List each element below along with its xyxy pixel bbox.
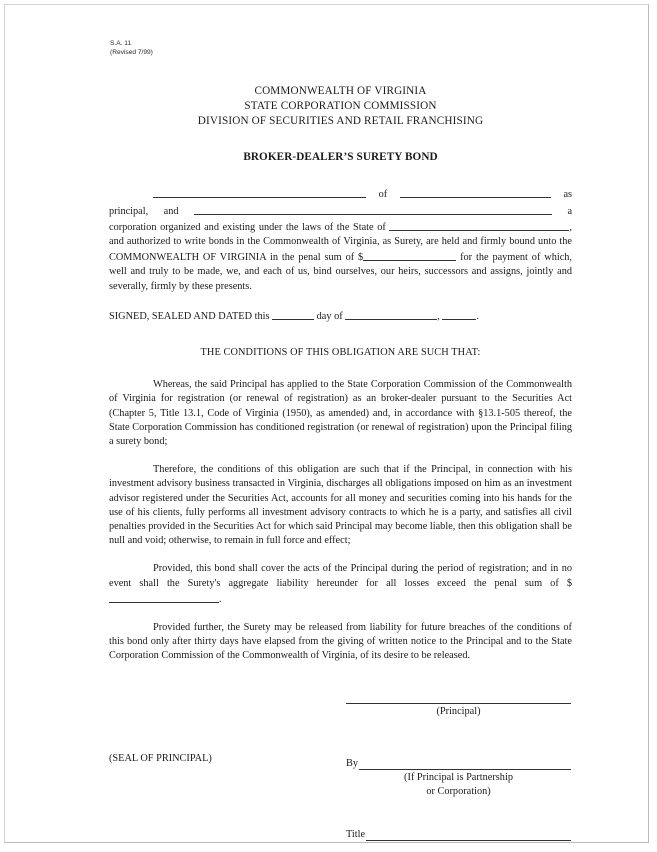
signature-fields [346, 702, 571, 841]
provided-further-paragraph [109, 621, 572, 664]
form-code-block [110, 39, 572, 57]
aggregate-penal-sum-fill-rule[interactable] [109, 591, 219, 603]
month-fill-rule[interactable] [345, 308, 437, 320]
conditions-heading: THE CONDITIONS OF THIS OBLIGATION ARE SUCH THAT: [200, 347, 481, 359]
by-row [346, 758, 571, 770]
title-label: Title [346, 828, 366, 840]
provided-bond-seg-2: . [219, 593, 222, 605]
state-fill-rule[interactable] [389, 219, 569, 231]
principal-name-fill-rule[interactable] [153, 186, 366, 198]
preamble-seg-6: for the payment of which, well and truly to be made, we, and each of us, bind ourselves, our heirs, successors and assigns, jointly and severally, firmly by these presents. [109, 252, 573, 292]
preamble-seg-2: as principal, and [109, 189, 573, 217]
preamble-seg-5: , and authorized to write bonds in the Commonwealth of Virginia, as Surety, are held and firmly bound unto the COMMONWEALTH OF VIRGINIA in the penal sum of $ [109, 221, 572, 264]
principal-location-fill-rule[interactable] [400, 186, 551, 198]
year-fill-rule[interactable] [442, 308, 476, 320]
therefore-paragraph [109, 463, 572, 548]
document-body [109, 186, 572, 663]
title-field [346, 829, 571, 841]
agency-heading [109, 84, 572, 128]
preamble-seg-3: a corporation organized and existing [109, 205, 573, 233]
whereas-paragraph [109, 378, 572, 449]
surety-name-fill-rule[interactable] [194, 203, 552, 215]
whereas-text: Whereas, the said Principal has applied to the State Corporation Commission of the Commonwealth of Virginia for registration (or renewal of registration) as an broker-dealer pursuant to the Securities Act (Chapter 5, Title 13.1, Code of Virginia (1950), as amended) and, in accordance with §13.1-505 thereof, the State Corporation Commission has conditioned registration (or renewal of registration) upon the Principal filing a surety bond; [109, 379, 572, 448]
document-title: BROKER-DEALER’S SURETY BOND [243, 151, 438, 164]
form-code: S.A. 11 [110, 40, 132, 47]
title-row [346, 829, 571, 841]
document-page [5, 5, 648, 842]
by-signature-rule[interactable] [359, 758, 571, 770]
agency-line-3: DIVISION OF SECURITIES AND RETAIL FRANCHISING [197, 114, 484, 127]
provided-further-text: Provided further, the Surety may be released from liability for future breaches of the conditions of this bond only after thirty days have elapsed from the giving of written notice to the Principal and to the State Corporation Commission of the Commonwealth of Virginia, of its desire to be released. [109, 622, 572, 662]
penal-sum-fill-rule[interactable] [363, 249, 456, 261]
form-revision: (Revised 7/99) [110, 49, 153, 57]
preamble-seg-1: of [378, 189, 388, 201]
provided-bond-seg-1: Provided, this bond shall cover the acts of the Principal during the period of registration; and in no event shall the Surety's aggregate liability hereunder for all losses exceed the penal sum of $ [109, 563, 572, 589]
by-caption-line-2: or Corporation) [426, 786, 491, 798]
preamble-seg-4: under the laws of the State of [258, 221, 386, 233]
preamble-paragraph [109, 186, 572, 293]
signature-area [109, 702, 572, 852]
title-fill-rule[interactable] [366, 829, 571, 841]
principal-signature-rule[interactable] [346, 702, 571, 704]
day-fill-rule[interactable] [272, 308, 314, 320]
by-field [346, 758, 571, 799]
document-page-frame [4, 4, 649, 843]
agency-line-1: COMMONWEALTH OF VIRGINIA [254, 85, 427, 98]
signed-seg-1: SIGNED, SEALED AND DATED this [109, 310, 270, 322]
agency-line-2: STATE CORPORATION COMMISSION [244, 100, 437, 112]
by-label: By [346, 758, 359, 770]
seal-of-principal-label: (SEAL OF PRINCIPAL) [109, 752, 212, 764]
principal-caption: (Principal) [436, 705, 481, 717]
signed-sealed-dated-line [109, 308, 572, 324]
signed-seg-4: . [476, 310, 479, 322]
by-caption-line-1: (If Principal is Partnership [404, 772, 513, 784]
therefore-text: Therefore, the conditions of this obligation are such that if the Principal, in connection with his investment advisory business transacted in Virginia, discharges all obligations imposed on him as an investment advisor registered under the Securities Act, accounts for all money and securities coming into his hands for the use of his clients, fully performs all investment advisory contracts to which he is a party, and satisfies all civil penalties provided in the Securities Act for which said Principal may become liable, then this obligation shall be null and void; otherwise, to remain in full force and effect; [109, 464, 572, 547]
provided-bond-paragraph [109, 562, 572, 607]
signed-seg-2: day of [316, 310, 343, 322]
signed-seg-3: , [437, 310, 440, 322]
